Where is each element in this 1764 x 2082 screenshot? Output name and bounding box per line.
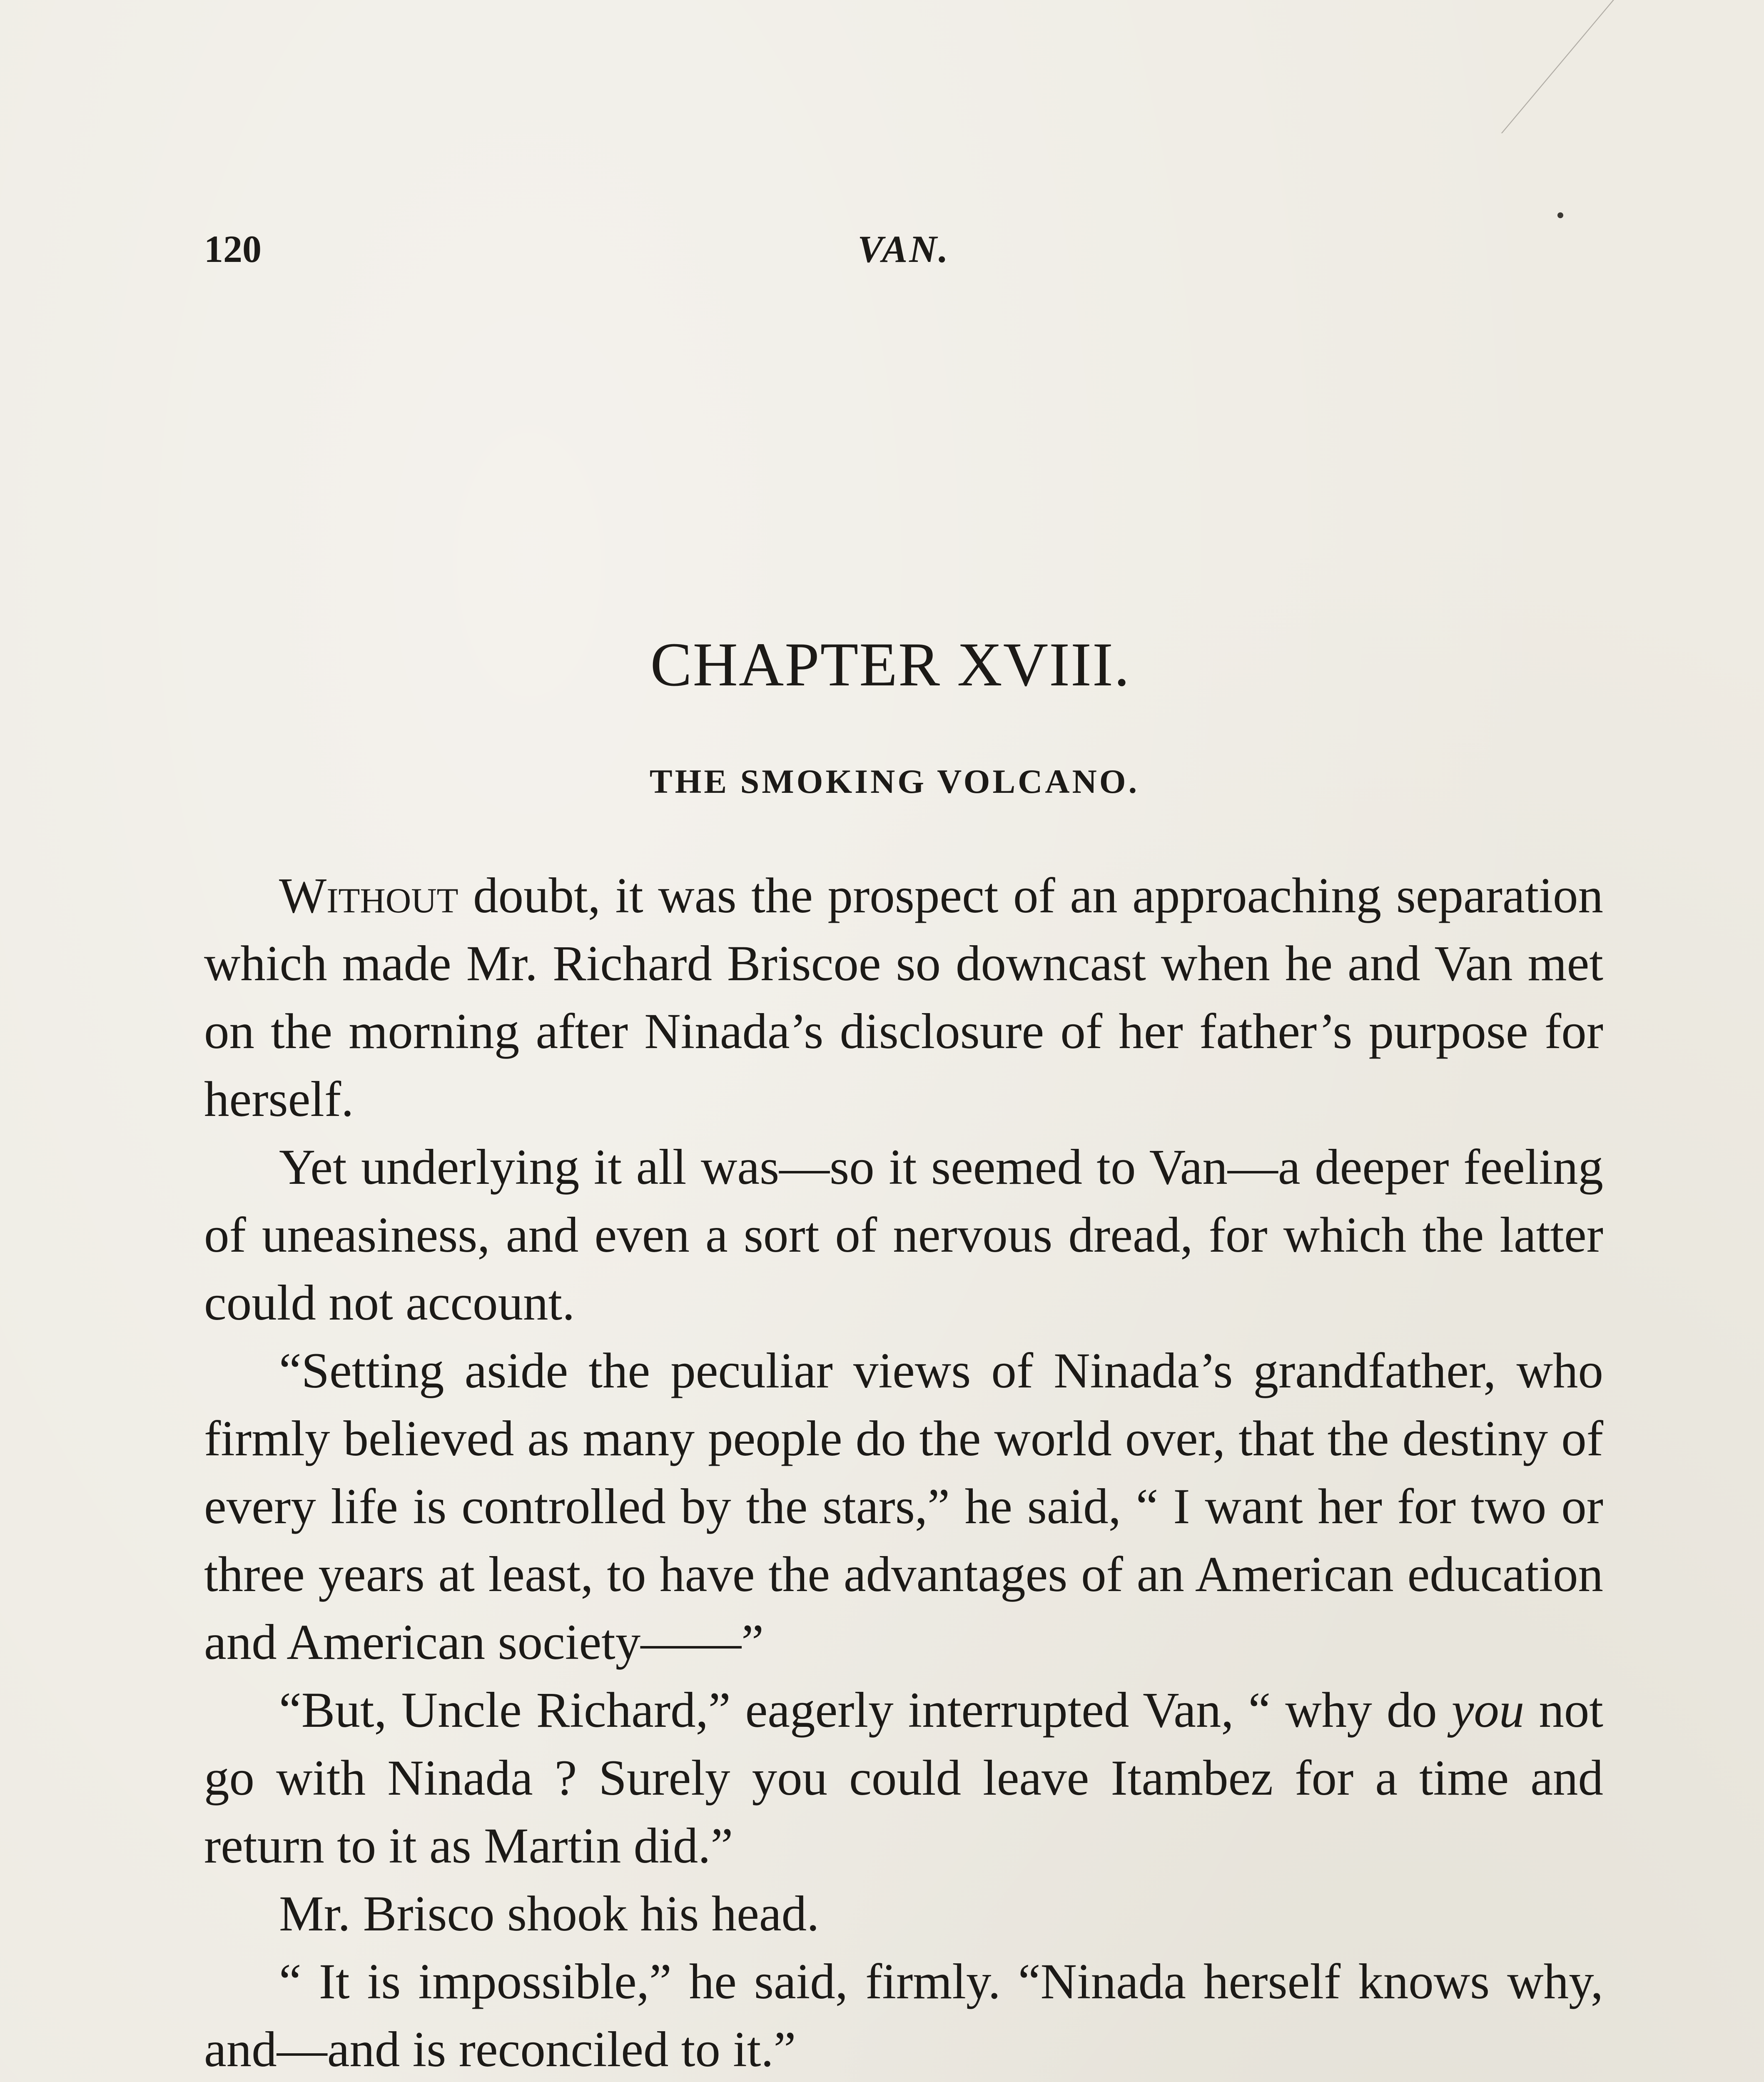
body-text [204,862,1603,2082]
running-head [204,227,1603,285]
paragraph-6: “ It is impossible,” he said, firmly. “Ninada herself knows why, and—and is reconciled to it.” [204,1954,1603,2077]
paragraph-4 [204,1676,1603,1880]
running-title: VAN. [857,228,950,270]
paragraph-4-text-b: not go with Ninada ? Surely you could leave Itambez for a time and return to it as Martin did.” [204,1682,1604,1874]
emphasis-you: you [1451,1682,1525,1738]
ink-speck [1557,212,1563,218]
paragraph-1 [204,862,1603,1133]
chapter-title: CHAPTER XVIII. [650,630,1131,699]
paragraph-3: “Setting aside the peculiar views of Ninada’s grandfather, who firmly believed as many people do the world over, that the destiny of every life is controlled by the stars,” he said, “ I want her for two or three years at least, to have the advantages of an American education and American society——” [204,1343,1603,1670]
paragraph-4-text-a: “But, Uncle Richard,” eagerly interrupted Van, “ why do [279,1682,1452,1738]
paragraph-1-text: doubt, it was the prospect of an approaching separation which made Mr. Richard Briscoe so downcast when he and Van met on the morning after Ninada’s disclosure of her father’s purpose for herself. [204,868,1603,1127]
page-edge-shadow [1501,0,1764,133]
paragraph-2: Yet underlying it all was—so it seemed to Van—a deeper feeling of uneasiness, and even a sort of nervous dread, for which the latter could not account. [204,1139,1603,1331]
paragraph-5: Mr. Brisco shook his head. [279,1886,820,1942]
chapter-subtitle: THE SMOKING VOLCANO. [649,762,1140,800]
opening-word: Without [279,868,458,924]
page-number: 120 [204,228,262,270]
